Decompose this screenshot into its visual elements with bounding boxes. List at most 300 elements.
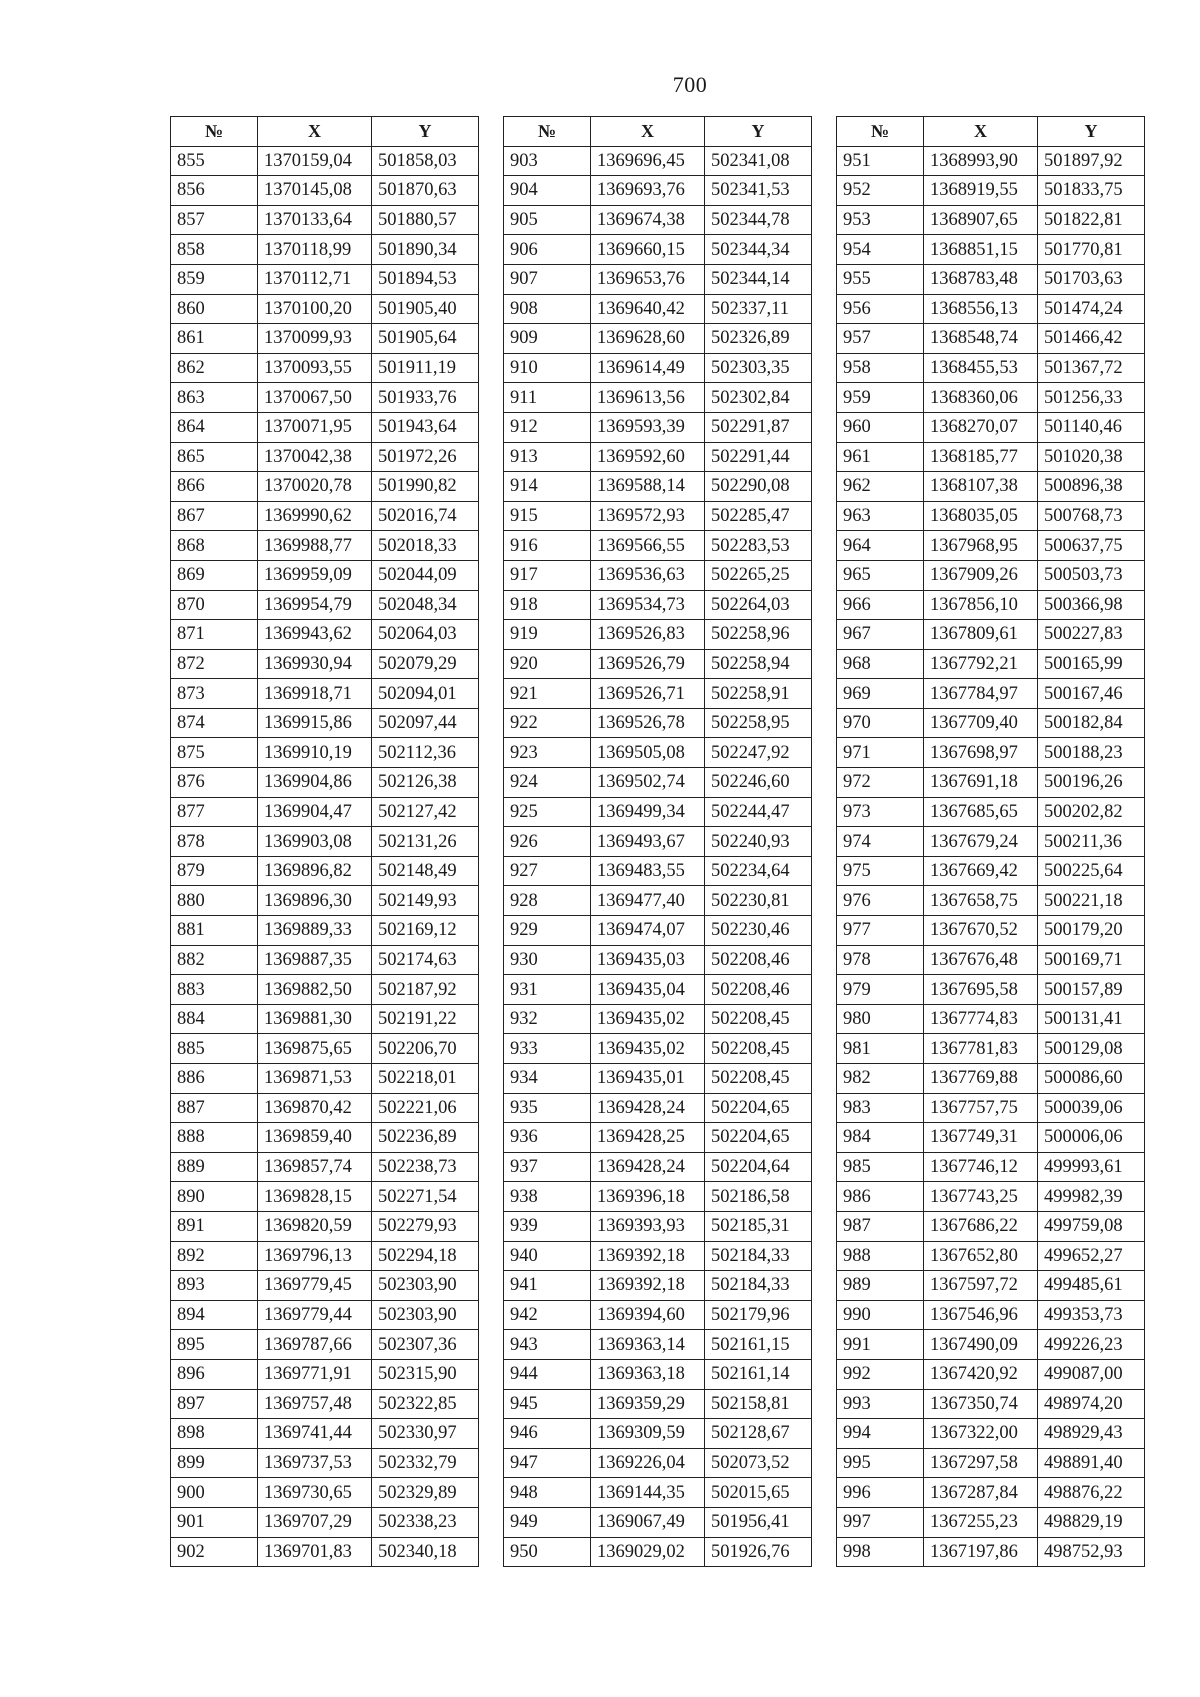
cell-number: 894 (171, 1300, 258, 1330)
table-row (504, 1330, 812, 1360)
cell-number: 895 (171, 1330, 258, 1360)
cell-y: 501890,34 (372, 235, 479, 265)
table-row (504, 1389, 812, 1419)
cell-x: 1369988,77 (258, 531, 372, 561)
cell-x: 1368993,90 (924, 146, 1038, 176)
cell-y: 502015,65 (705, 1478, 812, 1508)
cell-y: 500182,84 (1038, 708, 1145, 738)
cell-x: 1369653,76 (591, 264, 705, 294)
cell-y: 502126,38 (372, 768, 479, 798)
cell-x: 1367679,24 (924, 827, 1038, 857)
cell-number: 956 (837, 294, 924, 324)
table-row (837, 1064, 1145, 1094)
table-row (171, 1300, 479, 1330)
table-row (171, 620, 479, 650)
cell-number: 909 (504, 324, 591, 354)
table-row (504, 1004, 812, 1034)
table-row (504, 501, 812, 531)
cell-x: 1368107,38 (924, 472, 1038, 502)
table-row (504, 560, 812, 590)
table-row (171, 1093, 479, 1123)
cell-x: 1369566,55 (591, 531, 705, 561)
table-row (504, 886, 812, 916)
cell-number: 856 (171, 176, 258, 206)
cell-number: 858 (171, 235, 258, 265)
cell-x: 1369959,09 (258, 560, 372, 590)
cell-x: 1369640,42 (591, 294, 705, 324)
table-row (837, 768, 1145, 798)
cell-y: 499652,27 (1038, 1241, 1145, 1271)
cell-x: 1369363,14 (591, 1330, 705, 1360)
cell-number: 953 (837, 205, 924, 235)
cell-y: 501466,42 (1038, 324, 1145, 354)
cell-x: 1369226,04 (591, 1448, 705, 1478)
table-row (504, 146, 812, 176)
table-row (837, 472, 1145, 502)
cell-number: 939 (504, 1211, 591, 1241)
cell-y: 498752,93 (1038, 1537, 1145, 1567)
cell-number: 970 (837, 708, 924, 738)
cell-y: 501020,38 (1038, 442, 1145, 472)
cell-y: 502208,46 (705, 975, 812, 1005)
cell-x: 1369396,18 (591, 1182, 705, 1212)
cell-number: 914 (504, 472, 591, 502)
cell-y: 502048,34 (372, 590, 479, 620)
cell-x: 1369613,56 (591, 383, 705, 413)
cell-y: 502230,46 (705, 916, 812, 946)
table-row (837, 590, 1145, 620)
cell-y: 500169,71 (1038, 945, 1145, 975)
cell-y: 500086,60 (1038, 1064, 1145, 1094)
cell-x: 1367287,84 (924, 1478, 1038, 1508)
table-row (171, 531, 479, 561)
table-row (171, 1004, 479, 1034)
cell-number: 950 (504, 1537, 591, 1567)
table-row (837, 383, 1145, 413)
column-header-x: X (924, 117, 1038, 147)
table-row (837, 1419, 1145, 1449)
cell-y: 500196,26 (1038, 768, 1145, 798)
cell-y: 499982,39 (1038, 1182, 1145, 1212)
table-row (504, 294, 812, 324)
cell-y: 502204,65 (705, 1123, 812, 1153)
cell-x: 1369707,29 (258, 1507, 372, 1537)
table-row (171, 1330, 479, 1360)
cell-x: 1370112,71 (258, 264, 372, 294)
cell-y: 502149,93 (372, 886, 479, 916)
cell-y: 502064,03 (372, 620, 479, 650)
table-row (504, 205, 812, 235)
cell-number: 887 (171, 1093, 258, 1123)
cell-x: 1369477,40 (591, 886, 705, 916)
table-row (171, 679, 479, 709)
cell-y: 502344,14 (705, 264, 812, 294)
cell-number: 915 (504, 501, 591, 531)
table-row (837, 531, 1145, 561)
column-header-number: № (504, 117, 591, 147)
cell-number: 998 (837, 1537, 924, 1567)
table-row (171, 1419, 479, 1449)
cell-x: 1369526,71 (591, 679, 705, 709)
table-row (504, 412, 812, 442)
cell-x: 1369910,19 (258, 738, 372, 768)
table-row (171, 1389, 479, 1419)
cell-y: 500211,36 (1038, 827, 1145, 857)
cell-x: 1367685,65 (924, 797, 1038, 827)
cell-x: 1367784,97 (924, 679, 1038, 709)
table-row (837, 1211, 1145, 1241)
cell-number: 921 (504, 679, 591, 709)
cell-y: 502337,11 (705, 294, 812, 324)
cell-number: 900 (171, 1478, 258, 1508)
cell-y: 500157,89 (1038, 975, 1145, 1005)
cell-x: 1368035,05 (924, 501, 1038, 531)
cell-number: 868 (171, 531, 258, 561)
cell-y: 501256,33 (1038, 383, 1145, 413)
cell-y: 502131,26 (372, 827, 479, 857)
table-row (171, 945, 479, 975)
cell-y: 502218,01 (372, 1064, 479, 1094)
table-row (837, 205, 1145, 235)
cell-y: 498876,22 (1038, 1478, 1145, 1508)
cell-y: 500202,82 (1038, 797, 1145, 827)
cell-y: 501367,72 (1038, 353, 1145, 383)
cell-number: 973 (837, 797, 924, 827)
cell-y: 502303,35 (705, 353, 812, 383)
cell-x: 1369828,15 (258, 1182, 372, 1212)
cell-x: 1369693,76 (591, 176, 705, 206)
cell-y: 502204,64 (705, 1152, 812, 1182)
cell-x: 1370100,20 (258, 294, 372, 324)
cell-x: 1369435,02 (591, 1034, 705, 1064)
cell-x: 1369428,25 (591, 1123, 705, 1153)
cell-number: 978 (837, 945, 924, 975)
cell-y: 502230,81 (705, 886, 812, 916)
cell-number: 873 (171, 679, 258, 709)
cell-x: 1367774,83 (924, 1004, 1038, 1034)
table-row (171, 235, 479, 265)
cell-y: 499226,23 (1038, 1330, 1145, 1360)
cell-y: 502240,93 (705, 827, 812, 857)
cell-x: 1369896,30 (258, 886, 372, 916)
cell-x: 1369593,39 (591, 412, 705, 442)
cell-number: 916 (504, 531, 591, 561)
table-row (504, 472, 812, 502)
cell-x: 1367686,22 (924, 1211, 1038, 1241)
cell-y: 500131,41 (1038, 1004, 1145, 1034)
cell-number: 902 (171, 1537, 258, 1567)
table-row (837, 1507, 1145, 1537)
cell-y: 502044,09 (372, 560, 479, 590)
table-row (171, 738, 479, 768)
cell-x: 1370093,55 (258, 353, 372, 383)
cell-x: 1369757,48 (258, 1389, 372, 1419)
cell-number: 897 (171, 1389, 258, 1419)
cell-number: 869 (171, 560, 258, 590)
cell-y: 502258,91 (705, 679, 812, 709)
cell-x: 1369660,15 (591, 235, 705, 265)
table-row (171, 1271, 479, 1301)
cell-x: 1369505,08 (591, 738, 705, 768)
cell-number: 927 (504, 856, 591, 886)
cell-number: 952 (837, 176, 924, 206)
cell-x: 1369701,83 (258, 1537, 372, 1567)
cell-number: 920 (504, 649, 591, 679)
cell-x: 1369737,53 (258, 1448, 372, 1478)
cell-y: 502330,97 (372, 1419, 479, 1449)
cell-x: 1367691,18 (924, 768, 1038, 798)
table-row (171, 324, 479, 354)
cell-y: 502208,45 (705, 1064, 812, 1094)
cell-x: 1367792,21 (924, 649, 1038, 679)
cell-number: 928 (504, 886, 591, 916)
table-row (504, 1507, 812, 1537)
cell-y: 501880,57 (372, 205, 479, 235)
cell-number: 932 (504, 1004, 591, 1034)
cell-x: 1367909,26 (924, 560, 1038, 590)
cell-x: 1369896,82 (258, 856, 372, 886)
cell-number: 949 (504, 1507, 591, 1537)
cell-number: 951 (837, 146, 924, 176)
cell-number: 985 (837, 1152, 924, 1182)
cell-x: 1367743,25 (924, 1182, 1038, 1212)
table-row (171, 501, 479, 531)
table-row (504, 442, 812, 472)
cell-x: 1369870,42 (258, 1093, 372, 1123)
cell-x: 1367757,75 (924, 1093, 1038, 1123)
table-row (504, 1182, 812, 1212)
cell-x: 1369394,60 (591, 1300, 705, 1330)
cell-y: 502234,64 (705, 856, 812, 886)
cell-number: 865 (171, 442, 258, 472)
cell-number: 896 (171, 1359, 258, 1389)
cell-number: 861 (171, 324, 258, 354)
cell-y: 502341,08 (705, 146, 812, 176)
cell-number: 995 (837, 1448, 924, 1478)
cell-y: 500768,73 (1038, 501, 1145, 531)
table-row (837, 560, 1145, 590)
table-row (171, 1123, 479, 1153)
cell-number: 930 (504, 945, 591, 975)
table-row (171, 797, 479, 827)
cell-number: 906 (504, 235, 591, 265)
cell-y: 502258,95 (705, 708, 812, 738)
cell-x: 1367749,31 (924, 1123, 1038, 1153)
table-row (171, 353, 479, 383)
cell-number: 923 (504, 738, 591, 768)
cell-x: 1369871,53 (258, 1064, 372, 1094)
cell-number: 936 (504, 1123, 591, 1153)
cell-number: 940 (504, 1241, 591, 1271)
cell-y: 502283,53 (705, 531, 812, 561)
table-row (171, 649, 479, 679)
cell-x: 1369628,60 (591, 324, 705, 354)
cell-number: 943 (504, 1330, 591, 1360)
cell-number: 881 (171, 916, 258, 946)
cell-x: 1368185,77 (924, 442, 1038, 472)
table-row (504, 945, 812, 975)
cell-y: 502340,18 (372, 1537, 479, 1567)
cell-y: 502291,44 (705, 442, 812, 472)
column-header-x: X (258, 117, 372, 147)
cell-x: 1367322,00 (924, 1419, 1038, 1449)
cell-x: 1367856,10 (924, 590, 1038, 620)
cell-number: 907 (504, 264, 591, 294)
table-row (837, 679, 1145, 709)
table-row (171, 1507, 479, 1537)
table-row (837, 708, 1145, 738)
cell-y: 500165,99 (1038, 649, 1145, 679)
cell-number: 968 (837, 649, 924, 679)
cell-x: 1369144,35 (591, 1478, 705, 1508)
cell-x: 1369392,18 (591, 1241, 705, 1271)
cell-number: 961 (837, 442, 924, 472)
cell-number: 863 (171, 383, 258, 413)
cell-x: 1370159,04 (258, 146, 372, 176)
cell-x: 1369592,60 (591, 442, 705, 472)
cell-x: 1367350,74 (924, 1389, 1038, 1419)
cell-y: 502302,84 (705, 383, 812, 413)
table-row (837, 797, 1145, 827)
table-row (171, 827, 479, 857)
cell-number: 976 (837, 886, 924, 916)
cell-y: 502016,74 (372, 501, 479, 531)
cell-number: 937 (504, 1152, 591, 1182)
table-row (171, 768, 479, 798)
cell-y: 501894,53 (372, 264, 479, 294)
cell-x: 1369493,67 (591, 827, 705, 857)
table-row (504, 1478, 812, 1508)
cell-y: 502073,52 (705, 1448, 812, 1478)
table-row (171, 1152, 479, 1182)
cell-x: 1369363,18 (591, 1359, 705, 1389)
table-row (504, 1271, 812, 1301)
cell-y: 498929,43 (1038, 1419, 1145, 1449)
coordinate-table-1 (170, 116, 479, 1567)
table-row (171, 1448, 479, 1478)
cell-x: 1369435,04 (591, 975, 705, 1005)
cell-number: 862 (171, 353, 258, 383)
table-row (171, 975, 479, 1005)
cell-x: 1367669,42 (924, 856, 1038, 886)
cell-y: 502326,89 (705, 324, 812, 354)
cell-y: 502186,58 (705, 1182, 812, 1212)
cell-number: 993 (837, 1389, 924, 1419)
cell-y: 501897,92 (1038, 146, 1145, 176)
cell-y: 502206,70 (372, 1034, 479, 1064)
cell-number: 992 (837, 1359, 924, 1389)
cell-number: 875 (171, 738, 258, 768)
cell-x: 1370099,93 (258, 324, 372, 354)
column-header-x: X (591, 117, 705, 147)
cell-y: 502258,94 (705, 649, 812, 679)
table-row (504, 1359, 812, 1389)
cell-x: 1369588,14 (591, 472, 705, 502)
cell-x: 1369741,44 (258, 1419, 372, 1449)
cell-x: 1367658,75 (924, 886, 1038, 916)
cell-x: 1370067,50 (258, 383, 372, 413)
table-row (171, 590, 479, 620)
table-row (837, 501, 1145, 531)
cell-x: 1367698,97 (924, 738, 1038, 768)
cell-x: 1369875,65 (258, 1034, 372, 1064)
cell-x: 1367968,95 (924, 531, 1038, 561)
table-row (171, 383, 479, 413)
cell-number: 975 (837, 856, 924, 886)
cell-number: 948 (504, 1478, 591, 1508)
cell-x: 1368270,07 (924, 412, 1038, 442)
table-row (504, 1300, 812, 1330)
cell-x: 1369730,65 (258, 1478, 372, 1508)
column-header-y: Y (1038, 117, 1145, 147)
table-row (837, 916, 1145, 946)
cell-x: 1369903,08 (258, 827, 372, 857)
cell-number: 963 (837, 501, 924, 531)
table-row (837, 1330, 1145, 1360)
cell-x: 1369796,13 (258, 1241, 372, 1271)
cell-x: 1369820,59 (258, 1211, 372, 1241)
cell-x: 1368455,53 (924, 353, 1038, 383)
table-row (504, 353, 812, 383)
table-row (171, 1359, 479, 1389)
cell-y: 500129,08 (1038, 1034, 1145, 1064)
cell-x: 1370133,64 (258, 205, 372, 235)
table-row (837, 1034, 1145, 1064)
cell-number: 922 (504, 708, 591, 738)
table-row (171, 176, 479, 206)
cell-x: 1368783,48 (924, 264, 1038, 294)
table-row (837, 738, 1145, 768)
cell-y: 501474,24 (1038, 294, 1145, 324)
cell-x: 1369534,73 (591, 590, 705, 620)
table-row (837, 1300, 1145, 1330)
cell-number: 908 (504, 294, 591, 324)
cell-y: 501911,19 (372, 353, 479, 383)
cell-x: 1369435,02 (591, 1004, 705, 1034)
cell-y: 502265,25 (705, 560, 812, 590)
cell-y: 502344,34 (705, 235, 812, 265)
table-row (837, 1152, 1145, 1182)
table-row (171, 442, 479, 472)
cell-y: 502290,08 (705, 472, 812, 502)
cell-y: 500227,83 (1038, 620, 1145, 650)
cell-x: 1369428,24 (591, 1093, 705, 1123)
cell-x: 1369918,71 (258, 679, 372, 709)
table-row (504, 620, 812, 650)
cell-y: 499759,08 (1038, 1211, 1145, 1241)
table-row (504, 1241, 812, 1271)
table-row (171, 886, 479, 916)
cell-x: 1367255,23 (924, 1507, 1038, 1537)
cell-x: 1370145,08 (258, 176, 372, 206)
cell-x: 1369779,45 (258, 1271, 372, 1301)
cell-y: 502279,93 (372, 1211, 479, 1241)
cell-number: 871 (171, 620, 258, 650)
cell-x: 1367746,12 (924, 1152, 1038, 1182)
cell-number: 966 (837, 590, 924, 620)
cell-number: 879 (171, 856, 258, 886)
cell-x: 1369435,03 (591, 945, 705, 975)
cell-x: 1369393,93 (591, 1211, 705, 1241)
cell-number: 888 (171, 1123, 258, 1153)
cell-x: 1369954,79 (258, 590, 372, 620)
cell-x: 1369526,78 (591, 708, 705, 738)
cell-x: 1367709,40 (924, 708, 1038, 738)
table-row (837, 1241, 1145, 1271)
cell-number: 974 (837, 827, 924, 857)
cell-y: 502187,92 (372, 975, 479, 1005)
cell-x: 1369474,07 (591, 916, 705, 946)
